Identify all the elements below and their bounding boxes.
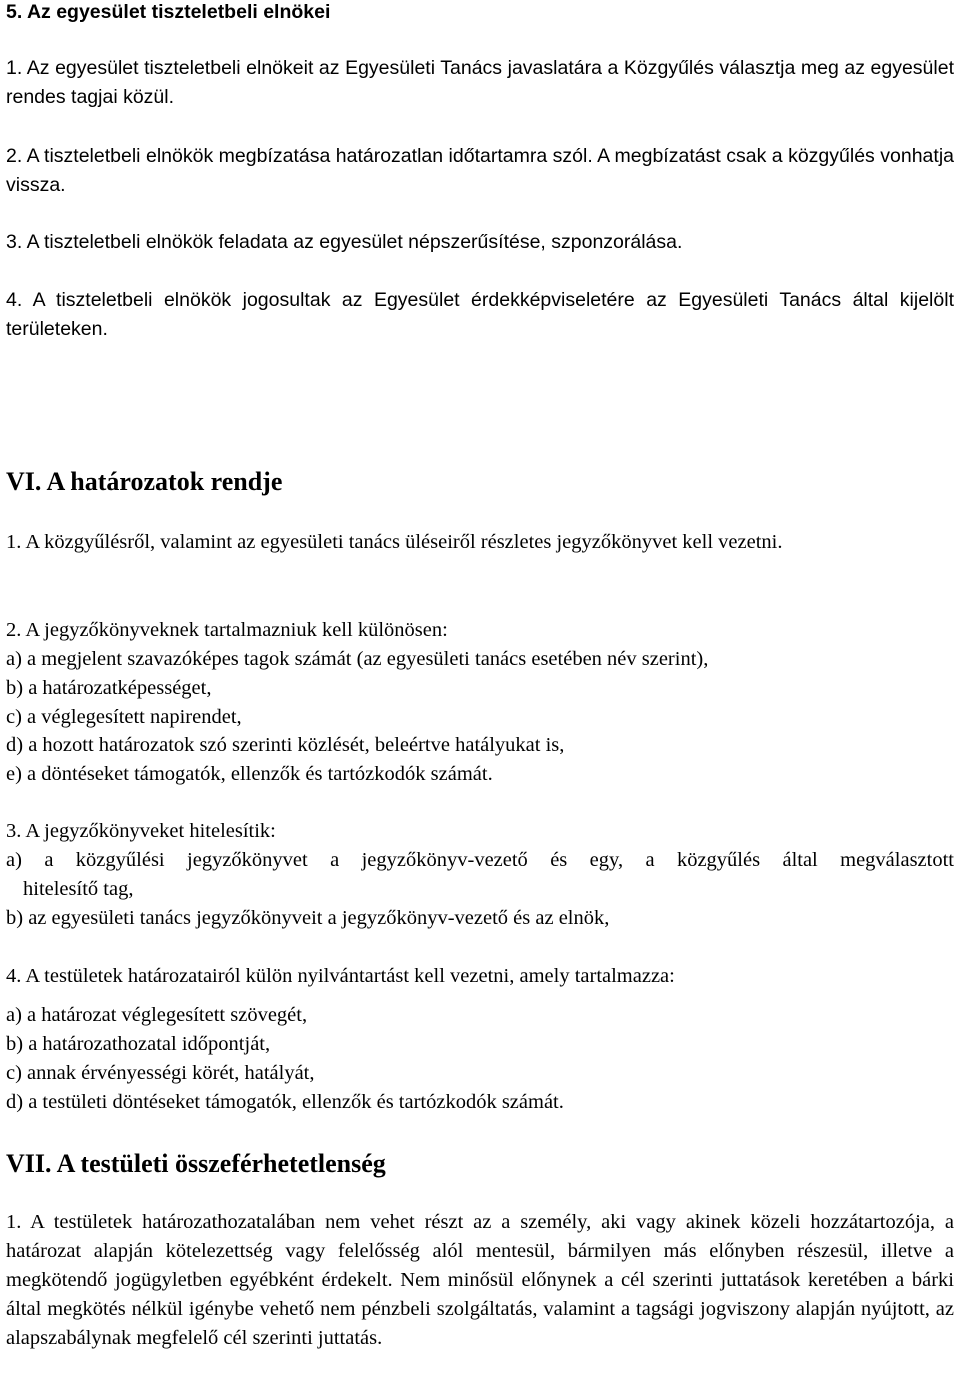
list-item: d) a testületi döntéseket támogatók, ellenzők és tartózkodók számát.	[6, 1091, 564, 1113]
section-6-paragraph-4-intro: 4. A testületek határozatairól külön nyilvántartást kell vezetni, amely tartalmazza:	[6, 965, 675, 987]
section-5-paragraph-3: 3. A tiszteletbeli elnökök feladata az egyesület népszerűsítése, szponzorálása.	[6, 231, 683, 253]
section-5-heading: 5. Az egyesület tiszteletbeli elnökei	[6, 1, 331, 23]
section-5-paragraph-2: 2. A tiszteletbeli elnökök megbízatása határozatlan időtartamra szól. A megbízatást csak a közgyűlés vonhatja vissza.	[6, 145, 954, 196]
list-item: e) a döntéseket támogatók, ellenzők és tartózkodók számát.	[6, 763, 493, 785]
section-7-heading: VII. A testületi összeférhetetlenség	[6, 1149, 386, 1178]
section-5-paragraph-4: 4. A tiszteletbeli elnökök jogosultak az Egyesület érdekképviseletére az Egyesületi Tanács által kijelölt területeken.	[6, 289, 954, 340]
list-item: d) a hozott határozatok szó szerinti közlését, beleértve hatályukat is,	[6, 734, 565, 756]
list-item: b) a határozathozatal időpontját,	[6, 1033, 271, 1055]
section-6-paragraph-3-intro: 3. A jegyzőkönyveket hitelesítik:	[6, 820, 276, 842]
list-item: c) a véglegesített napirendet,	[6, 706, 242, 728]
section-6-paragraph-1: 1. A közgyűlésről, valamint az egyesületi tanács üléseiről részletes jegyzőkönyvet kell vezetni.	[6, 531, 783, 553]
list-item: a) a határozat véglegesített szövegét,	[6, 1004, 308, 1026]
section-7-paragraph-1: 1. A testületek határozathozatalában nem vehet részt az a személy, aki vagy akinek közeli hozzátartozója, a határozat alapján kötelezettség vagy felelősség alól mentesül, bármilyen más előnyben részesül, illetve a megkötendő jogügyletben egyébként érdekelt. Nem minősül előnynek a cél szerinti juttatások keretében a bárki által megkötés nélkül igénybe vehető nem pénzbeli szolgáltatás, valamint a tagsági jogviszony alapján nyújtott, az alapszabálynak megfelelő cél szerinti juttatás.	[6, 1211, 954, 1349]
list-item-continuation: hitelesítő tag,	[23, 878, 134, 900]
list-item: a) a közgyűlési jegyzőkönyvet a jegyzőkönyv-vezető és egy, a közgyűlés által megválasztott	[6, 849, 954, 871]
section-5-paragraph-1: 1. Az egyesület tiszteletbeli elnökeit az Egyesületi Tanács javaslatára a Közgyűlés választja meg az egyesület rendes tagjai közül.	[6, 57, 954, 108]
list-item: b) a határozatképességet,	[6, 677, 212, 699]
list-item: a) a megjelent szavazóképes tagok számát (az egyesületi tanács esetében név szerint),	[6, 648, 709, 670]
list-item: c) annak érvényességi körét, hatályát,	[6, 1062, 315, 1084]
section-6-paragraph-2-intro: 2. A jegyzőkönyveknek tartalmazniuk kell különösen:	[6, 619, 448, 641]
section-6-heading: VI. A határozatok rendje	[6, 467, 283, 496]
list-item: b) az egyesületi tanács jegyzőkönyveit a jegyzőkönyv-vezető és az elnök,	[6, 907, 610, 929]
